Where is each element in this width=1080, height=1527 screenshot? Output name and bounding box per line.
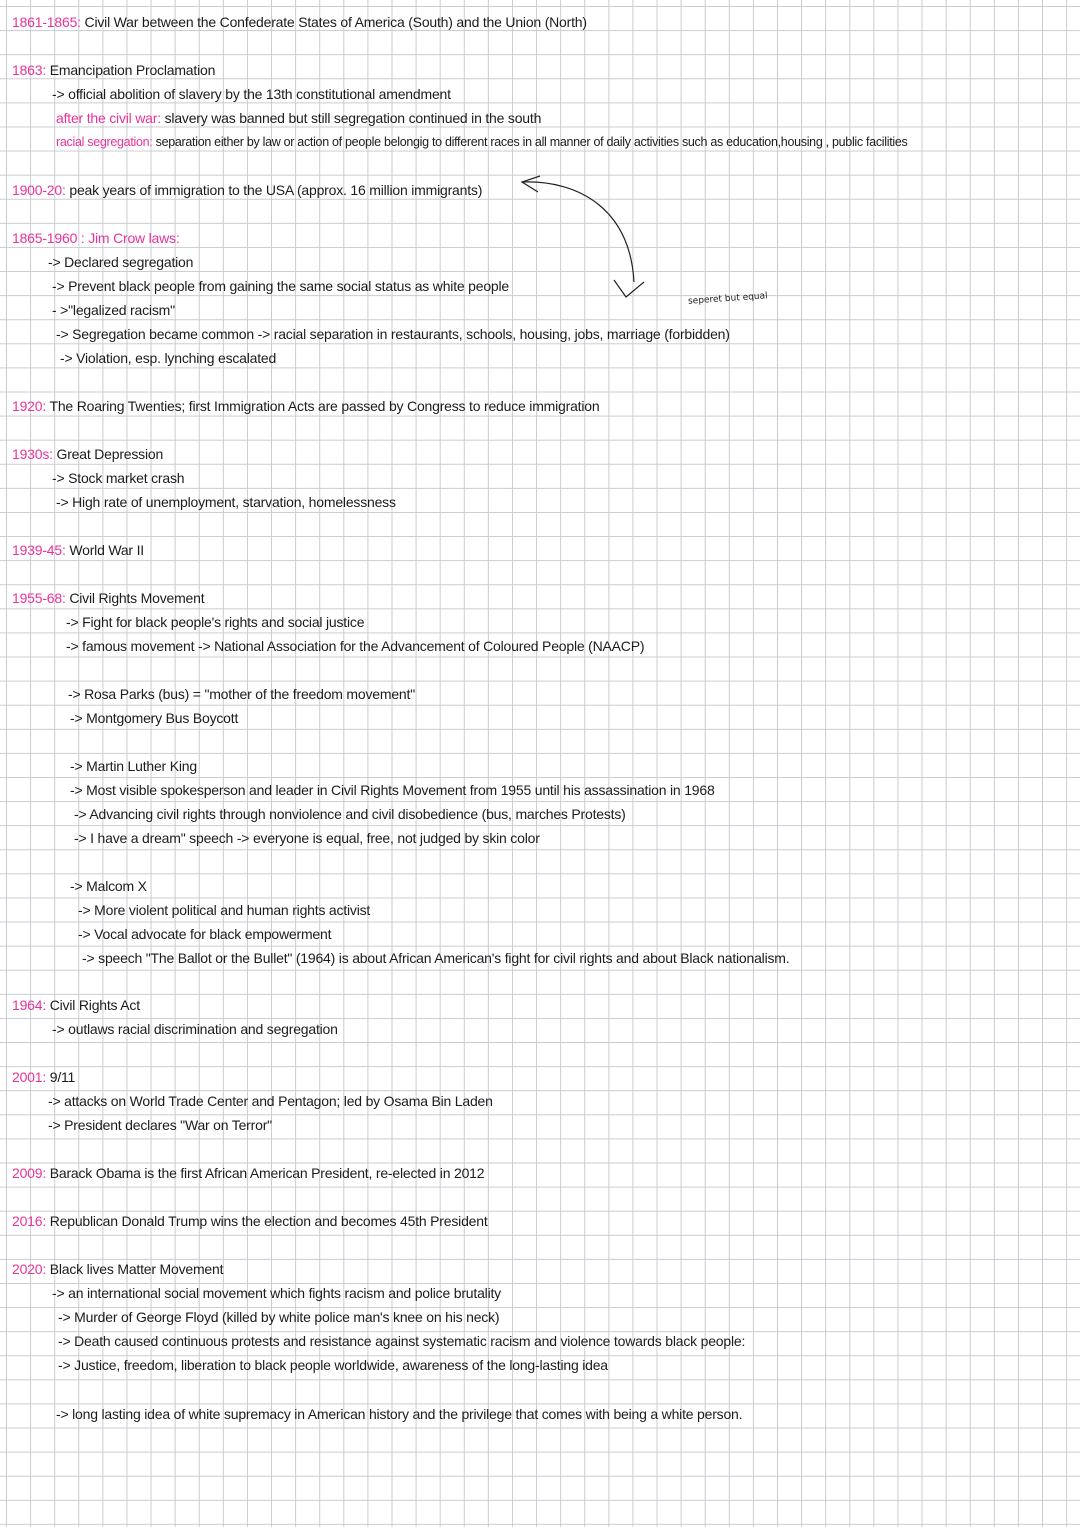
line-prefix: -> [60,350,77,366]
note-line [12,589,204,607]
line-text: 9/11 [46,1069,76,1085]
note-line [66,637,644,655]
note-line [12,397,599,415]
line-prefix: -> [66,614,83,630]
line-text: Most visible spokesperson and leader in Civil Rights Movement from 1955 until his assassination in 1968 [86,782,715,798]
line-prefix: -> [52,1021,69,1037]
line-text: "legalized racism" [68,302,175,318]
note-line [70,781,715,799]
line-date: 1955-68: [12,590,66,606]
line-prefix: -> [58,1309,75,1325]
line-text: Civil Rights Movement [65,590,205,606]
note-line [12,541,144,559]
line-text: Martin Luther King [86,758,197,774]
note-line [60,349,276,367]
note-line [12,13,587,31]
note-line [12,1164,484,1182]
note-line [74,805,626,823]
line-text: The Roaring Twenties; first Immigration Acts are passed by Congress to reduce immigration [46,398,600,414]
line-text: Civil Rights Act [46,997,140,1013]
line-prefix: -> [56,326,73,342]
note-line [56,109,541,127]
note-line [70,757,197,775]
note-line [58,1308,499,1326]
line-text: Civil War between the Confederate States of America (South) and the Union (North) [80,14,587,30]
note-line [78,925,331,943]
line-prefix: -> [48,254,65,270]
line-prefix: -> [56,1406,73,1422]
note-line [12,181,482,199]
note-line [58,1332,745,1350]
note-line [56,133,907,151]
line-text: Emancipation Proclamation [46,62,216,78]
line-prefix: -> [68,686,85,702]
note-line [74,829,540,847]
line-text: famous movement -> National Association for the Advancement of Coloured People (NAACP) [82,638,645,654]
note-line [52,301,175,319]
line-prefix: -> [74,806,90,822]
line-text: long lasting idea of white supremacy in American history and the privilege that comes with being a white person. [72,1406,743,1422]
note-line [70,877,147,895]
line-text: Declared segregation [64,254,194,270]
line-text: Violation, esp. lynching escalated [76,350,277,366]
line-prefix: -> [70,878,87,894]
line-prefix: -> [70,758,87,774]
note-line [56,1405,742,1423]
line-date: 1863: [12,62,47,78]
line-text: an international social movement which fights racism and police brutality [68,1285,501,1301]
note-line [12,445,163,463]
note-line [12,1212,488,1230]
note-line [70,709,238,727]
line-text: Montgomery Bus Boycott [86,710,239,726]
line-prefix: -> [52,86,69,102]
note-line [82,949,789,967]
line-date: 2009: [12,1165,47,1181]
note-line [48,1092,493,1110]
curved-arrow-icon [510,170,660,310]
line-text: More violent political and human rights activist [94,902,371,918]
line-prefix: -> [78,926,95,942]
note-line [52,277,509,295]
line-date: 1964: [12,997,47,1013]
line-text: outlaws racial discrimination and segregation [68,1021,338,1037]
line-text: Great Depression [52,446,164,462]
line-prefix: -> [78,902,95,918]
note-line [68,685,415,703]
line-text: Death caused continuous protests and resistance against systematic racism and violence towards black people: [74,1333,746,1349]
note-line [12,1068,75,1086]
note-line [12,996,140,1014]
line-text: President declares "War on Terror" [64,1117,272,1133]
line-date: 1920: [12,398,47,414]
line-prefix: -> [70,782,87,798]
note-line [52,469,184,487]
line-date: 1900-20: [12,182,66,198]
line-text: I have a dream" speech -> everyone is equal, free, not judged by skin color [90,830,540,846]
line-text: Segregation became common -> racial separation in restaurants, schools, housing, jobs, marriage (forbidden) [72,326,730,342]
line-text: separation either by law or action of people belongig to different races in all manner of daily activities such as education,housing , public facilities [152,135,908,149]
line-label: racial segregation: [56,135,153,149]
line-text: Fight for black people's rights and social justice [82,614,365,630]
note-line [12,229,180,247]
note-line [56,325,730,343]
line-text: peak years of immigration to the USA (approx. 16 million immigrants) [65,182,483,198]
note-line [56,493,396,511]
line-prefix: -> [52,278,69,294]
line-date: 2001: [12,1069,47,1085]
note-line [48,253,193,271]
line-label: after the civil war: [56,110,161,126]
line-text: Stock market crash [68,470,185,486]
line-prefix: -> [70,710,87,726]
line-text: slavery was banned but still segregation continued in the south [160,110,542,126]
line-date: 1939-45: [12,542,66,558]
line-date: 1861-1865: [12,14,81,30]
line-text: Murder of George Floyd (killed by white police man's knee on his neck) [74,1309,500,1325]
note-line [66,613,364,631]
note-line [52,1020,338,1038]
line-prefix: -> [82,950,99,966]
line-prefix: -> [52,1285,69,1301]
line-prefix: -> [58,1333,75,1349]
line-prefix: -> [56,494,73,510]
line-prefix: -> [58,1357,75,1373]
line-text: World War II [65,542,144,558]
line-prefix: -> [48,1117,65,1133]
note-line [48,1116,272,1134]
line-text: High rate of unemployment, starvation, homelessness [72,494,396,510]
line-date: 2016: [12,1213,47,1229]
line-date: 2020: [12,1261,47,1277]
line-text: speech "The Ballot or the Bullet" (1964) is about African American's fight for civil rights and about Black nationalism. [98,950,790,966]
note-line [52,85,451,103]
line-text: Prevent black people from gaining the same social status as white people [68,278,510,294]
line-prefix: -> [52,470,69,486]
line-text: Republican Donald Trump wins the election and becomes 45th President [46,1213,488,1229]
line-text: Malcom X [86,878,147,894]
line-text: official abolition of slavery by the 13th constitutional amendment [68,86,451,102]
line-date: 1930s: [12,446,53,462]
note-line [12,61,215,79]
line-text: Vocal advocate for black empowerment [94,926,332,942]
line-text: Black lives Matter Movement [46,1261,224,1277]
line-date: 1865-1960 : Jim Crow laws: [12,230,180,246]
line-text: Barack Obama is the first African American President, re-elected in 2012 [46,1165,485,1181]
line-text: Rosa Parks (bus) = "mother of the freedom movement" [84,686,415,702]
line-prefix: -> [74,830,91,846]
line-text: Justice, freedom, liberation to black people worldwide, awareness of the long-lasting idea [74,1357,608,1373]
line-text: Advancing civil rights through nonviolence and civil disobedience (bus, marches Protests) [89,806,626,822]
note-line [58,1356,608,1374]
line-prefix: -> [66,638,83,654]
note-line [52,1284,501,1302]
line-prefix: - > [52,302,69,318]
line-text: attacks on World Trade Center and Pentagon; led by Osama Bin Laden [64,1093,493,1109]
annotation-note: seperet but equal [687,291,768,307]
note-line [12,1260,223,1278]
line-prefix: -> [48,1093,65,1109]
note-line [78,901,370,919]
